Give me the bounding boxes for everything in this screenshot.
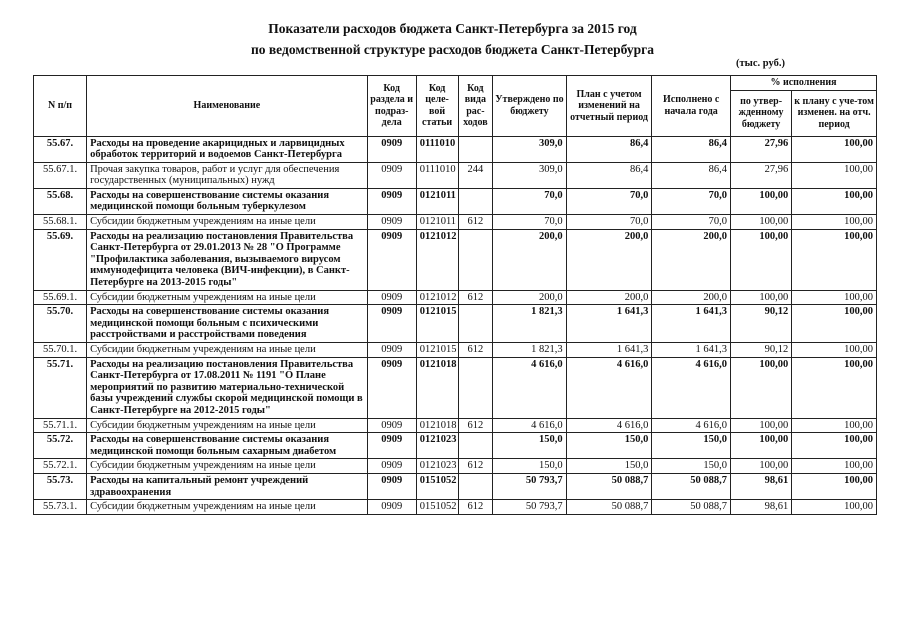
row-number: 55.68. — [34, 188, 87, 214]
row-plan: 1 641,3 — [566, 305, 652, 343]
row-number: 55.67. — [34, 136, 87, 162]
row-approved: 50 793,7 — [493, 500, 566, 515]
row-vid: 612 — [458, 215, 493, 230]
row-pct-approved: 27,96 — [730, 136, 791, 162]
row-name: Субсидии бюджетным учреждениям на иные цели — [87, 459, 368, 474]
header-pct-group: % исполнения — [730, 76, 876, 91]
row-name: Расходы на проведение акарицидных и ларвицидных обработок территорий и водоемов Санкт-Петербурга — [87, 136, 368, 162]
row-pct-plan: 100,00 — [792, 305, 877, 343]
row-plan: 150,0 — [566, 433, 652, 459]
row-razdel: 0909 — [367, 215, 416, 230]
row-razdel: 0909 — [367, 305, 416, 343]
row-razdel: 0909 — [367, 459, 416, 474]
row-executed: 1 641,3 — [652, 305, 731, 343]
row-pct-approved: 100,00 — [730, 188, 791, 214]
row-statya: 0121023 — [416, 459, 458, 474]
row-pct-plan: 100,00 — [792, 459, 877, 474]
header-plan: План с учетом изменений на отчетный период — [566, 76, 652, 137]
row-plan: 50 088,7 — [566, 500, 652, 515]
row-number: 55.68.1. — [34, 215, 87, 230]
document-title: Показатели расходов бюджета Санкт-Петербурга за 2015 год — [268, 21, 637, 36]
row-pct-plan: 100,00 — [792, 500, 877, 515]
row-statya: 0121012 — [416, 229, 458, 290]
row-statya: 0121023 — [416, 433, 458, 459]
row-vid: 612 — [458, 343, 493, 358]
row-statya: 0121012 — [416, 290, 458, 305]
row-number: 55.73.1. — [34, 500, 87, 515]
row-approved: 1 821,3 — [493, 343, 566, 358]
row-plan: 70,0 — [566, 188, 652, 214]
row-vid — [458, 433, 493, 459]
row-statya: 0121018 — [416, 357, 458, 418]
header-razdel: Код раздела и подраз-дела — [367, 76, 416, 137]
row-razdel: 0909 — [367, 188, 416, 214]
row-plan: 70,0 — [566, 215, 652, 230]
row-number: 55.67.1. — [34, 162, 87, 188]
row-pct-approved: 100,00 — [730, 357, 791, 418]
row-approved: 309,0 — [493, 136, 566, 162]
row-pct-approved: 90,12 — [730, 305, 791, 343]
table-row — [34, 229, 877, 290]
row-plan: 50 088,7 — [566, 473, 652, 499]
row-executed: 50 088,7 — [652, 473, 731, 499]
row-name: Субсидии бюджетным учреждениям на иные цели — [87, 343, 368, 358]
row-statya: 0151052 — [416, 473, 458, 499]
row-vid — [458, 136, 493, 162]
header-vid: Код вида рас-ходов — [458, 76, 493, 137]
header-pct-plan: к плану с уче-том изменен. на отч. период — [792, 90, 877, 136]
row-pct-plan: 100,00 — [792, 290, 877, 305]
row-executed: 70,0 — [652, 215, 731, 230]
row-razdel: 0909 — [367, 418, 416, 433]
table-row — [34, 188, 877, 214]
row-pct-approved: 100,00 — [730, 290, 791, 305]
header-name: Наименование — [87, 76, 368, 137]
row-vid — [458, 229, 493, 290]
row-approved: 50 793,7 — [493, 473, 566, 499]
row-number: 55.69. — [34, 229, 87, 290]
row-statya: 0121015 — [416, 305, 458, 343]
row-name: Субсидии бюджетным учреждениям на иные цели — [87, 290, 368, 305]
row-vid — [458, 473, 493, 499]
row-razdel: 0909 — [367, 136, 416, 162]
row-statya: 0151052 — [416, 500, 458, 515]
header-num: N п/п — [34, 76, 87, 137]
row-pct-plan: 100,00 — [792, 229, 877, 290]
row-executed: 150,0 — [652, 433, 731, 459]
unit-label: (тыс. руб.) — [736, 58, 785, 69]
table-row — [34, 500, 877, 515]
row-approved: 4 616,0 — [493, 357, 566, 418]
header-pct-approved: по утвер-жденному бюджету — [730, 90, 791, 136]
row-number: 55.70. — [34, 305, 87, 343]
table-row — [34, 473, 877, 499]
row-vid: 612 — [458, 418, 493, 433]
row-pct-approved: 100,00 — [730, 418, 791, 433]
table-row — [34, 305, 877, 343]
table-row — [34, 433, 877, 459]
row-name: Расходы на реализацию постановления Правительства Санкт-Петербурга от 29.01.2013 № 28 "О Программе "Профилактика заболевания, вызываемого вирусом иммунодефицита человека (ВИЧ-инфекции), в Санкт-Петербурге на 2013-2015 годы" — [87, 229, 368, 290]
row-razdel: 0909 — [367, 473, 416, 499]
row-statya: 0121011 — [416, 188, 458, 214]
row-pct-approved: 98,61 — [730, 473, 791, 499]
row-executed: 150,0 — [652, 459, 731, 474]
row-name: Расходы на капитальный ремонт учреждений здравоохранения — [87, 473, 368, 499]
row-executed: 200,0 — [652, 229, 731, 290]
row-plan: 4 616,0 — [566, 357, 652, 418]
row-approved: 70,0 — [493, 188, 566, 214]
row-razdel: 0909 — [367, 500, 416, 515]
table-row — [34, 459, 877, 474]
row-pct-approved: 100,00 — [730, 215, 791, 230]
row-vid — [458, 188, 493, 214]
row-razdel: 0909 — [367, 343, 416, 358]
row-plan: 4 616,0 — [566, 418, 652, 433]
row-approved: 4 616,0 — [493, 418, 566, 433]
row-executed: 4 616,0 — [652, 418, 731, 433]
row-name: Расходы на реализацию постановления Правительства Санкт-Петербурга от 17.08.2011 № 1191 "О Плане мероприятий по развитию материально-технической базы учреждений службы скорой медицинской помощи в Санкт-Петербурге на 2012-2015 годы" — [87, 357, 368, 418]
row-approved: 309,0 — [493, 162, 566, 188]
table-row — [34, 357, 877, 418]
row-name: Субсидии бюджетным учреждениям на иные цели — [87, 500, 368, 515]
row-pct-plan: 100,00 — [792, 357, 877, 418]
row-number: 55.69.1. — [34, 290, 87, 305]
row-pct-approved: 98,61 — [730, 500, 791, 515]
row-razdel: 0909 — [367, 229, 416, 290]
row-razdel: 0909 — [367, 162, 416, 188]
header-executed: Исполнено с начала года — [652, 76, 731, 137]
row-name: Субсидии бюджетным учреждениям на иные цели — [87, 215, 368, 230]
table-row — [34, 215, 877, 230]
row-pct-approved: 100,00 — [730, 433, 791, 459]
table-row — [34, 418, 877, 433]
row-pct-plan: 100,00 — [792, 473, 877, 499]
row-pct-plan: 100,00 — [792, 343, 877, 358]
row-pct-approved: 27,96 — [730, 162, 791, 188]
row-razdel: 0909 — [367, 357, 416, 418]
row-plan: 200,0 — [566, 229, 652, 290]
row-number: 55.71.1. — [34, 418, 87, 433]
row-executed: 1 641,3 — [652, 343, 731, 358]
row-number: 55.72. — [34, 433, 87, 459]
row-executed: 86,4 — [652, 162, 731, 188]
row-statya: 0121018 — [416, 418, 458, 433]
row-statya: 0121015 — [416, 343, 458, 358]
row-number: 55.70.1. — [34, 343, 87, 358]
row-pct-approved: 90,12 — [730, 343, 791, 358]
table-row — [34, 136, 877, 162]
row-plan: 86,4 — [566, 136, 652, 162]
header-statya: Код целе-вой статьи — [416, 76, 458, 137]
row-approved: 150,0 — [493, 433, 566, 459]
row-statya: 0121011 — [416, 215, 458, 230]
row-pct-plan: 100,00 — [792, 188, 877, 214]
table-row — [34, 290, 877, 305]
row-statya: 0111010 — [416, 136, 458, 162]
table-row — [34, 343, 877, 358]
row-name: Расходы на совершенствование системы оказания медицинской помощи больным туберкулезом — [87, 188, 368, 214]
row-plan: 200,0 — [566, 290, 652, 305]
row-pct-plan: 100,00 — [792, 136, 877, 162]
row-plan: 86,4 — [566, 162, 652, 188]
budget-table — [33, 75, 877, 515]
row-vid: 612 — [458, 459, 493, 474]
row-vid — [458, 305, 493, 343]
row-approved: 200,0 — [493, 290, 566, 305]
row-executed: 200,0 — [652, 290, 731, 305]
row-vid: 612 — [458, 290, 493, 305]
row-number: 55.71. — [34, 357, 87, 418]
row-vid: 612 — [458, 500, 493, 515]
row-executed: 70,0 — [652, 188, 731, 214]
document-subtitle: по ведомственной структуре расходов бюджета Санкт-Петербурга — [250, 42, 655, 57]
row-executed: 50 088,7 — [652, 500, 731, 515]
row-pct-plan: 100,00 — [792, 215, 877, 230]
row-name: Субсидии бюджетным учреждениям на иные цели — [87, 418, 368, 433]
row-pct-approved: 100,00 — [730, 459, 791, 474]
row-name: Расходы на совершенствование системы оказания медицинской помощи больным сахарным диабетом — [87, 433, 368, 459]
row-pct-plan: 100,00 — [792, 433, 877, 459]
row-razdel: 0909 — [367, 433, 416, 459]
row-executed: 86,4 — [652, 136, 731, 162]
row-plan: 1 641,3 — [566, 343, 652, 358]
row-razdel: 0909 — [367, 290, 416, 305]
row-number: 55.73. — [34, 473, 87, 499]
row-approved: 70,0 — [493, 215, 566, 230]
header-approved: Утверждено по бюджету — [493, 76, 566, 137]
row-pct-plan: 100,00 — [792, 418, 877, 433]
row-vid: 244 — [458, 162, 493, 188]
row-plan: 150,0 — [566, 459, 652, 474]
row-pct-approved: 100,00 — [730, 229, 791, 290]
row-vid — [458, 357, 493, 418]
row-approved: 1 821,3 — [493, 305, 566, 343]
row-name: Расходы на совершенствование системы оказания медицинской помощи больным с психическими расстройствами и расстройствами поведения — [87, 305, 368, 343]
row-approved: 150,0 — [493, 459, 566, 474]
row-statya: 0111010 — [416, 162, 458, 188]
row-number: 55.72.1. — [34, 459, 87, 474]
row-name: Прочая закупка товаров, работ и услуг для обеспечения государственных (муниципальных) нужд — [87, 162, 368, 188]
row-pct-plan: 100,00 — [792, 162, 877, 188]
row-executed: 4 616,0 — [652, 357, 731, 418]
row-approved: 200,0 — [493, 229, 566, 290]
table-row — [34, 162, 877, 188]
